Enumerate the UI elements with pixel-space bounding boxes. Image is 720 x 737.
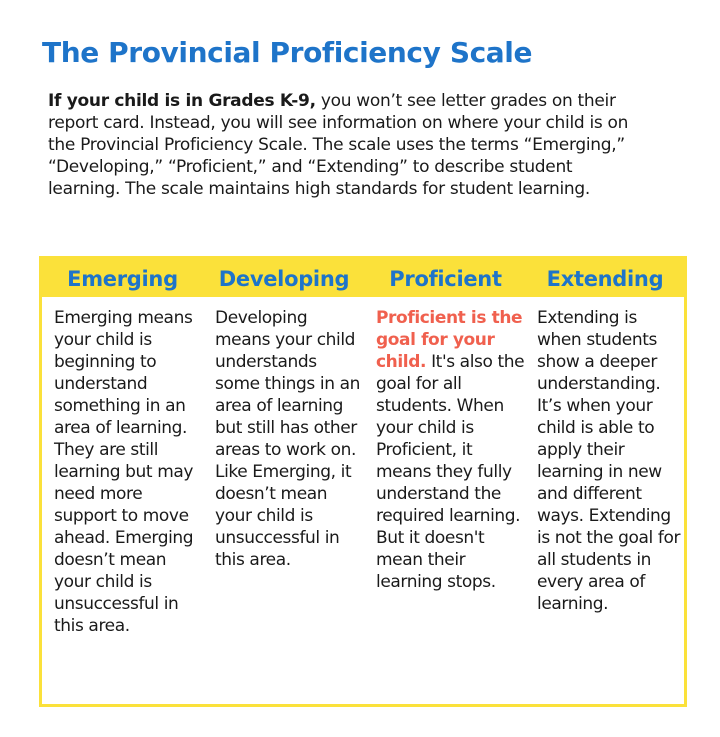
description-developing xyxy=(215,307,365,571)
description-developing-text: Developing means your child understands some things in an area of learning but still has other areas to work on. Like Emerging, it doesn’t mean your child is unsuccessful in this area. xyxy=(215,308,360,570)
description-emerging-text: Emerging means your child is beginning to understand something in an area of learning. They are still learning but may need more support to move ahead. Emerging doesn’t mean your child is unsuccessful in this area. xyxy=(54,308,194,636)
proficiency-scale-table xyxy=(39,256,687,707)
scale-header-row xyxy=(42,259,684,297)
intro-lead: If your child is in Grades K-9, xyxy=(48,91,316,111)
description-proficient-text: It's also the goal for all students. When your child is Proficient, it means they fully understand the required learning. But it doesn't mean their learning stops. xyxy=(376,352,525,592)
intro-paragraph xyxy=(48,90,648,200)
description-extending-text: Extending is when students show a deeper understanding. It’s when your child is able to apply their learning in new and different ways. Extending is not the goal for all students in every area of learning. xyxy=(537,308,681,614)
heading-emerging: Emerging xyxy=(67,267,178,291)
proficient-goal-emphasis: Proficient is the goal for your child. xyxy=(376,308,523,372)
description-extending xyxy=(537,307,685,615)
description-proficient xyxy=(376,307,528,593)
heading-developing: Developing xyxy=(218,267,350,291)
description-emerging xyxy=(54,307,202,637)
heading-proficient: Proficient xyxy=(389,267,502,291)
page-title: The Provincial Proficiency Scale xyxy=(42,36,533,69)
intro-text: you won’t see letter grades on their report card. Instead, you will see information on where your child is on the Provincial Proficiency Scale. The scale uses the terms “Emerging,” “Developing,” “Proficient,” and “Extending” to describe student learning. The scale maintains high standards for student learning. xyxy=(48,91,629,199)
heading-extending: Extending xyxy=(546,267,664,291)
